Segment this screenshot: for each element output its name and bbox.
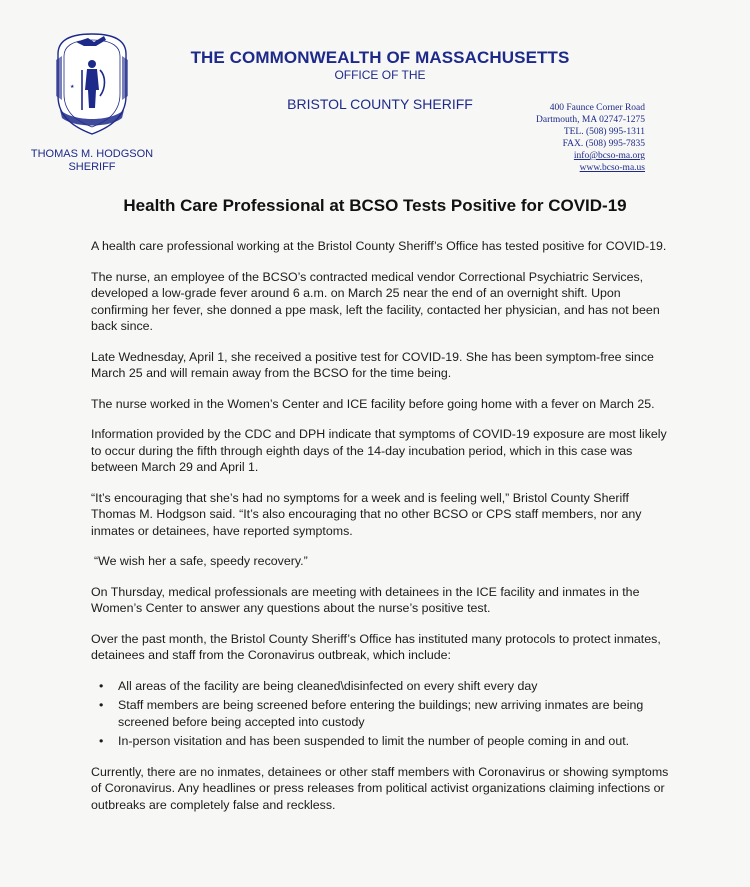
address-line: 400 Faunce Corner Road [549,103,645,113]
email-link[interactable]: info@bcso-ma.org [573,151,645,161]
sheriff-name: THOMAS M. HODGSON [30,148,154,160]
quote-paragraph: “We wish her a safe, speedy recovery.” [94,554,308,568]
svg-text:★: ★ [70,84,75,90]
list-item [99,678,671,695]
list-item [99,697,671,730]
press-release-headline: Health Care Professional at BCSO Tests Positive for COVID-19 [123,196,627,215]
press-release-body [91,238,671,827]
fax-line: FAX. (508) 995-7835 [562,139,645,149]
paragraph: Over the past month, the Bristol County Sheriff’s Office has instituted many protocols to protect inmates, detainees and staff from the Coronavirus outbreak, which include: [91,631,661,662]
list-item [99,733,671,750]
website-link[interactable]: www.bcso-ma.us [579,163,645,173]
paragraph: “It’s encouraging that she’s had no symptoms for a week and is feeling well,” Bristol County Sheriff Thomas M. Hodgson said. “It’s also encouraging that no other BCSO or CPS staff members, nor any inmates or detainees, have reported symptoms. [91,490,642,538]
paragraph: Information provided by the CDC and DPH indicate that symptoms of COVID-19 exposure are most likely to occur during the fifth through eighth days of the 14-day incubation period, which in this case was between March 29 and April 1. [91,427,667,474]
list-item-text: In-person visitation and has been suspended to limit the number of people coming in and out. [118,734,630,748]
list-item-text: All areas of the facility are being cleaned\disinfected on every shift every day [118,678,538,693]
sheriff-block [22,148,162,174]
paragraph: Late Wednesday, April 1, she received a positive test for COVID-19. She has been symptom-free since March 25 and will remain away from the BCSO for the time being. [91,349,654,380]
closing-paragraph: Currently, there are no inmates, detainees or other staff members with Coronavirus or showing symptoms of Coronavirus. Any headlines or press releases from political activist organizations claiming infections or outbreaks are completely false and reckless. [91,764,669,812]
paragraph: On Thursday, medical professionals are meeting with detainees in the ICE facility and inmates in the Women’s Center to answer any questions about the nurse’s positive test. [91,584,640,615]
office-name: BRISTOL COUNTY SHERIFF [287,96,473,112]
bullet-icon: • [99,698,104,712]
office-of-label: OFFICE OF THE [334,68,426,82]
address-line: Dartmouth, MA 02747-1275 [536,115,645,125]
massachusetts-seal-icon [54,30,130,136]
bullet-icon: • [99,678,104,693]
paragraph: The nurse worked in the Women’s Center and ICE facility before going home with a fever on March 25. [91,396,655,411]
paragraph: A health care professional working at the Bristol County Sheriff’s Office has tested positive for COVID-19. [91,239,667,253]
protocol-list [91,678,671,750]
sheriff-title: SHERIFF [68,161,116,173]
commonwealth-title: THE COMMONWEALTH OF MASSACHUSETTS [190,48,570,67]
phone-line: TEL. (508) 995-1311 [563,127,645,137]
bullet-icon: • [99,734,104,748]
paragraph: The nurse, an employee of the BCSO’s contracted medical vendor Correctional Psychiatric Services, developed a low-grade fever around 6 a.m. on March 25 near the end of an overnight shift. Upon confirming her fever, she donned a ppe mask, left the facility, contacted her physician, and has not been back since. [91,269,660,333]
list-item-text: Staff members are being screened before entering the buildings; new arriving inmates are being screened before being accepted into custody [118,698,644,729]
contact-address [510,102,645,174]
